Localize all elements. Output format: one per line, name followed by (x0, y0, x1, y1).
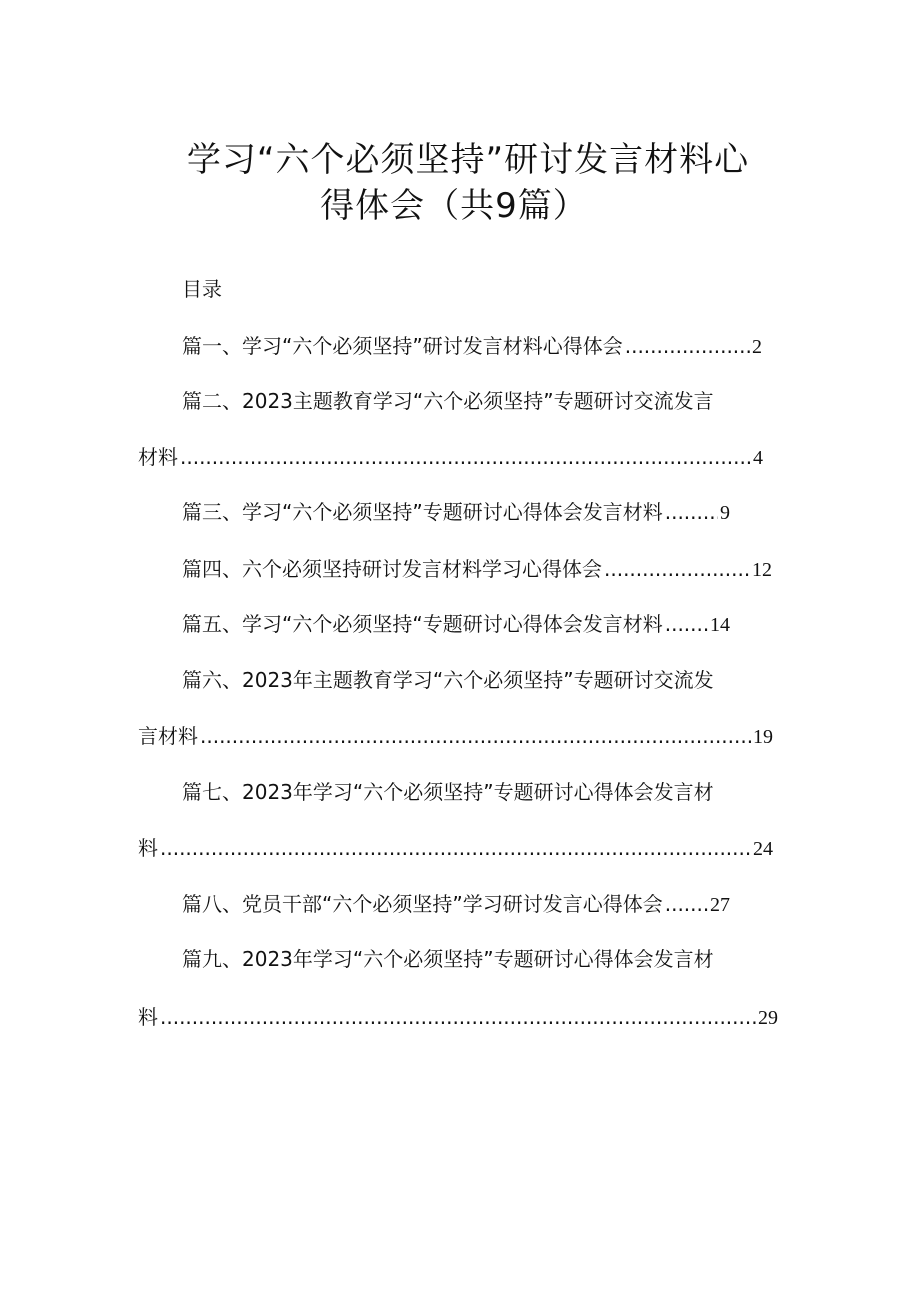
toc-entry-line (182, 556, 772, 583)
toc-entry-line (138, 835, 773, 862)
toc-leader-dots (665, 499, 718, 525)
toc-entry[interactable] (182, 556, 772, 583)
toc-entry-label: 篇八、党员干部“六个必须坚持”学习研讨发言心得体会 (182, 892, 663, 916)
toc-entry-label: 篇七、2023年学习“六个必须坚持”专题研讨心得体会发言材 (182, 780, 714, 804)
toc-entry-line (138, 723, 773, 750)
toc-entry-line (182, 611, 730, 638)
toc-entry-label: 篇九、2023年学习“六个必须坚持”专题研讨心得体会发言材 (182, 947, 714, 971)
toc-entry-line (182, 891, 730, 918)
toc-entry-label: 篇一、学习“六个必须坚持”研讨发言材料心得体会 (182, 334, 623, 358)
toc-entry-label-continued: 料 (138, 836, 158, 860)
document-title-line-2: 得体会（共9篇） (320, 186, 588, 226)
toc-leader-dots (200, 723, 751, 749)
document-title-line-1: 学习“六个必须坚持”研讨发言材料心 (186, 140, 750, 180)
toc-entry-page: 19 (753, 726, 773, 748)
toc-entry-page: 12 (752, 559, 772, 581)
toc-entry-page: 14 (710, 614, 730, 636)
toc-entry-line (138, 444, 763, 471)
toc-entry-page: 27 (710, 894, 730, 916)
toc-entry-label-continued: 材料 (138, 445, 178, 469)
toc-leader-dots (665, 611, 708, 637)
toc-entry[interactable] (182, 891, 730, 918)
toc-entry[interactable] (182, 611, 730, 638)
toc-entry-page: 24 (753, 838, 773, 860)
toc-entry-label: 篇四、六个必须坚持研讨发言材料学习心得体会 (182, 557, 602, 581)
toc-entry-page: 29 (758, 1007, 778, 1029)
toc-entry-label: 篇六、2023年主题教育学习“六个必须坚持”专题研讨交流发 (182, 668, 714, 692)
toc-entry-label-continued: 料 (138, 1005, 158, 1029)
toc-entry-page: 9 (720, 502, 730, 524)
toc-leader-dots (604, 556, 750, 582)
toc-leader-dots (180, 444, 751, 470)
toc-entry-line (182, 333, 762, 360)
toc-entry-label: 篇二、2023主题教育学习“六个必须坚持”专题研讨交流发言 (182, 389, 714, 413)
toc-entry[interactable] (182, 499, 730, 526)
toc-entry[interactable] (182, 333, 762, 360)
toc-leader-dots (625, 333, 750, 359)
toc-entry-line (182, 499, 730, 526)
toc-entry-label: 篇五、学习“六个必须坚持“专题研讨心得体会发言材料 (182, 612, 663, 636)
toc-entry-label-continued: 言材料 (138, 724, 198, 748)
toc-entry-page: 4 (753, 447, 763, 469)
toc-entry-line (138, 1004, 778, 1031)
toc-leader-dots (160, 1004, 756, 1030)
toc-leader-dots (665, 891, 708, 917)
toc-entry-page: 2 (752, 336, 762, 358)
toc-entry-label: 篇三、学习“六个必须坚持”专题研讨心得体会发言材料 (182, 500, 663, 524)
toc-heading: 目录 (182, 277, 222, 301)
toc-leader-dots (160, 835, 751, 861)
